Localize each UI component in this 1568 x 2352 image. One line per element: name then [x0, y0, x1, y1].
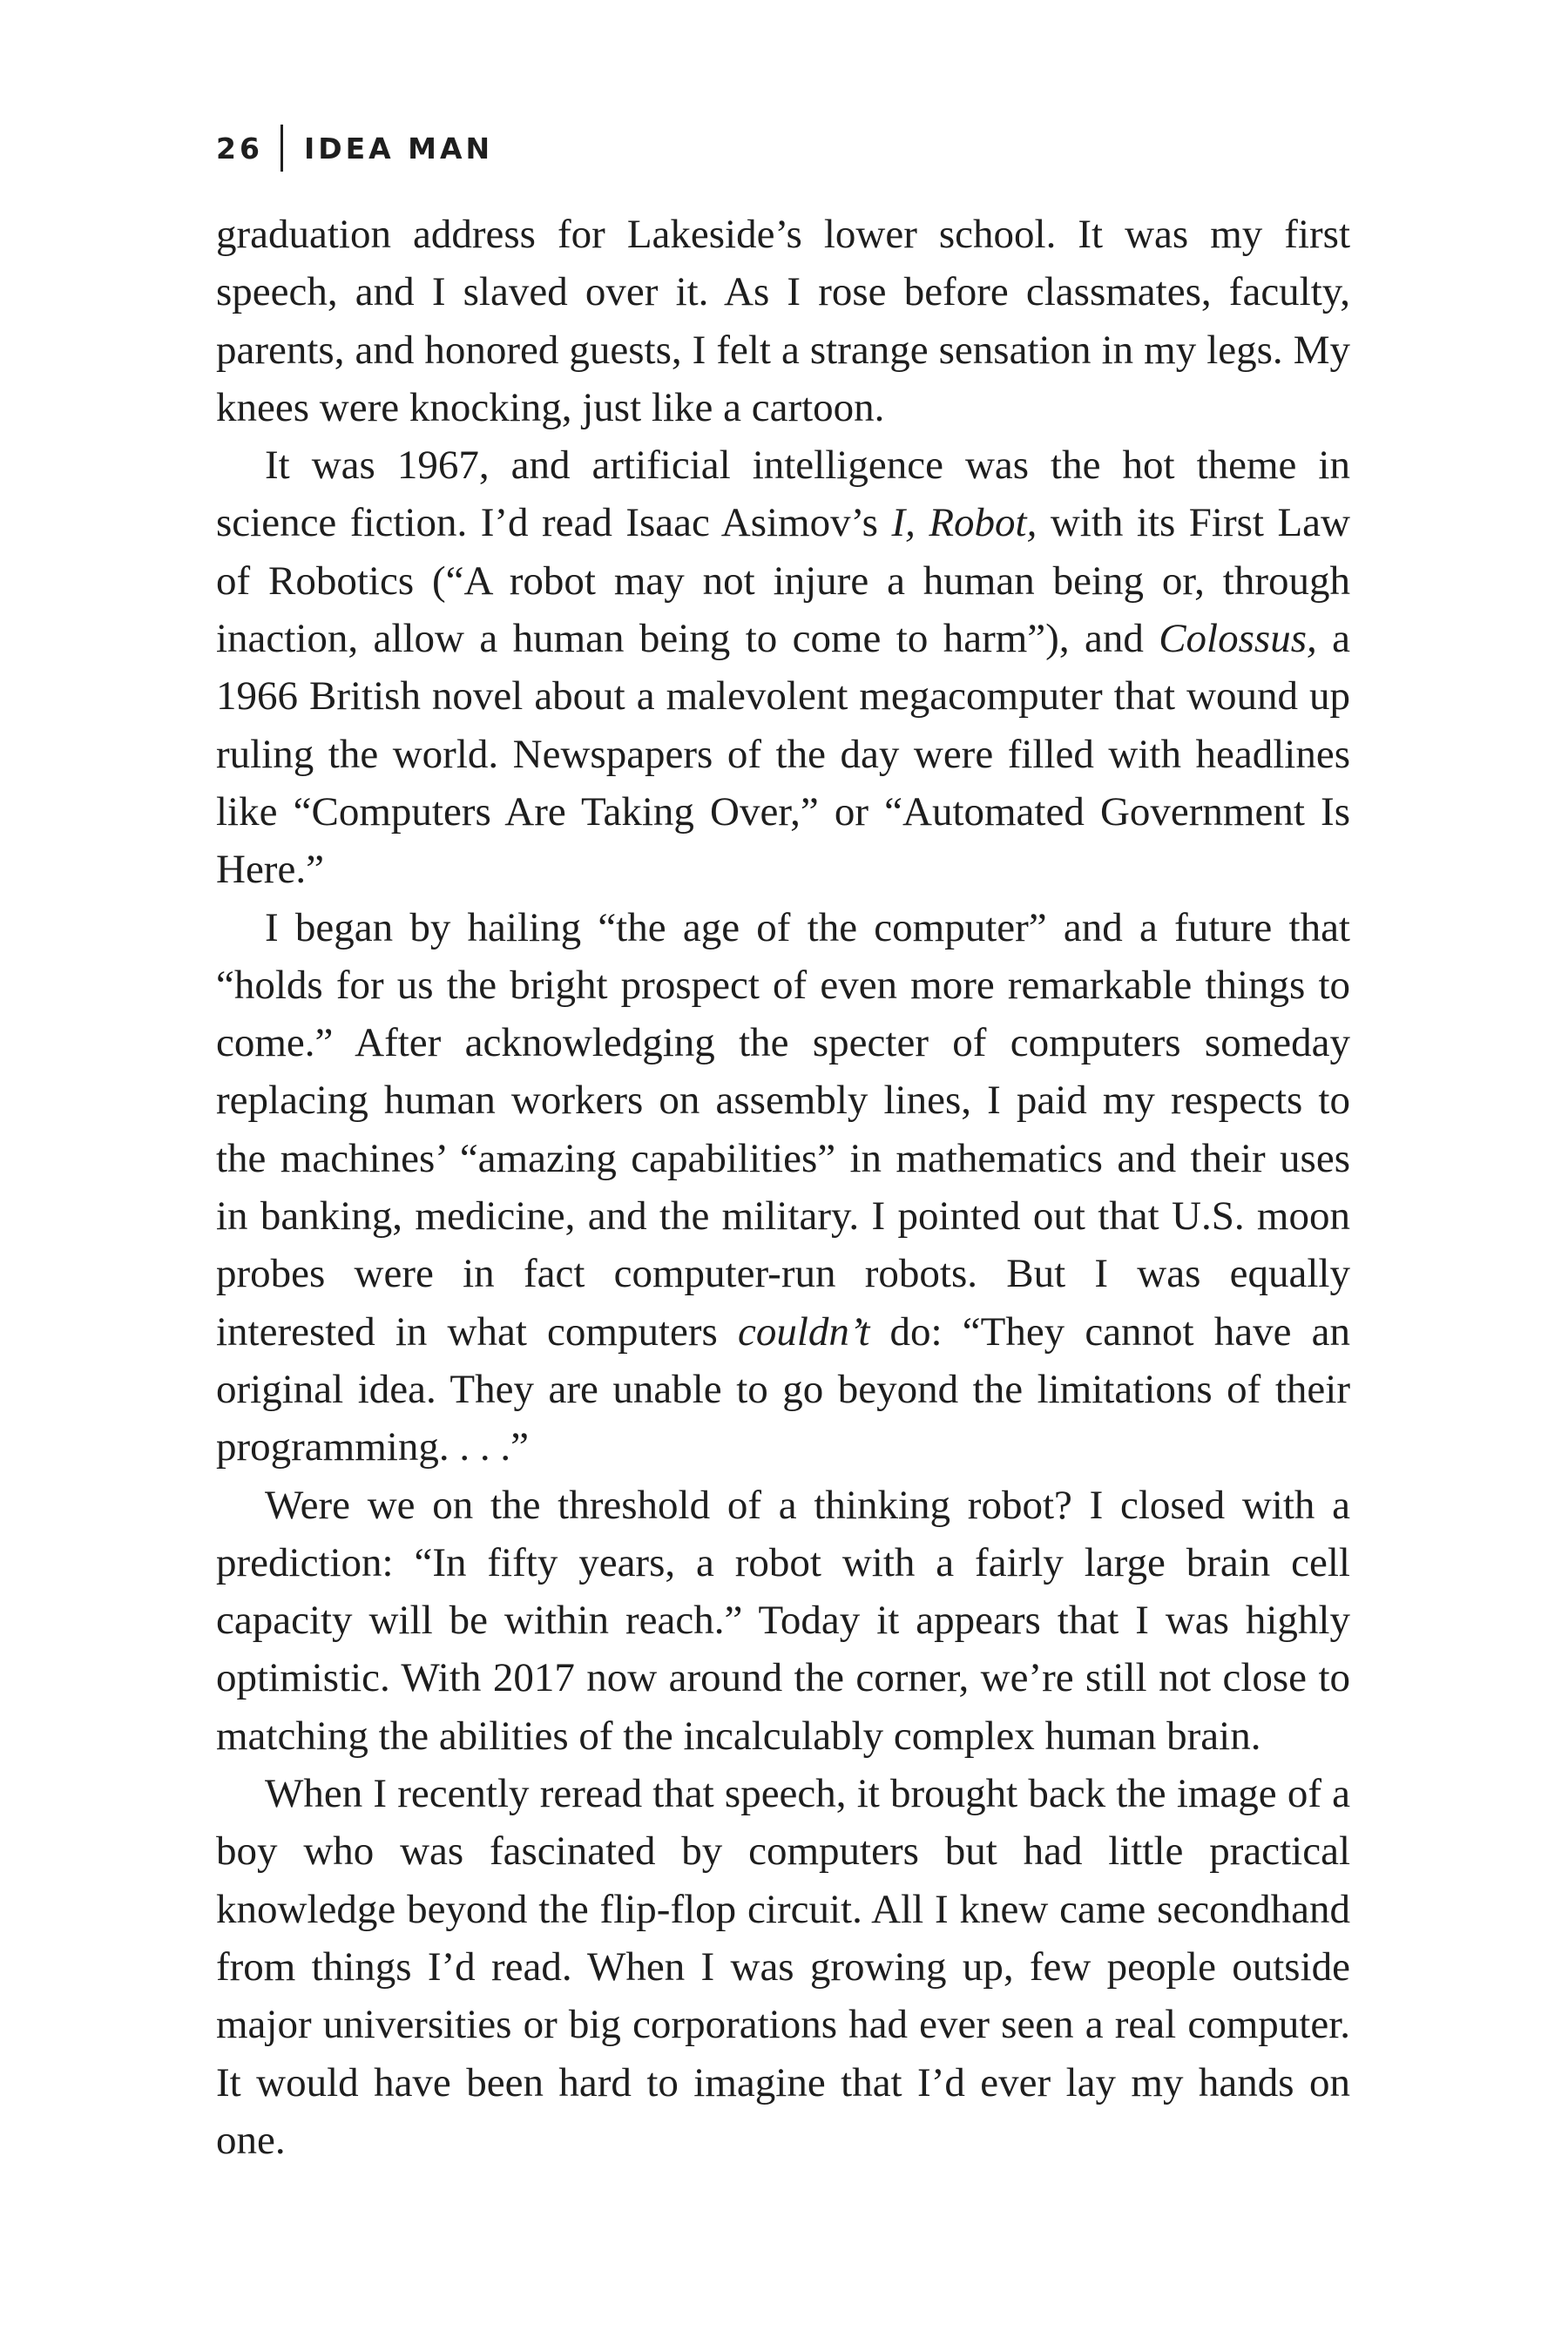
- page-number: 26: [216, 131, 263, 166]
- paragraph-text: When I recently reread that speech, it brought back the image of a boy who was fascinated by computers but had little practical knowledge beyond the flip-flop circuit. All I knew came secondhand from things I’d read. When I was growing up, few people outside major universities or big corporations had ever seen a real computer. It would have been hard to imagine that I’d ever lay my hands on one.: [216, 1771, 1350, 2163]
- book-title: IDEA MAN: [303, 131, 494, 166]
- paragraph-4: [216, 1477, 1350, 1765]
- paragraph-1: [216, 206, 1350, 436]
- emphasis-couldnt: couldn’t: [737, 1308, 870, 1355]
- header-divider: [280, 125, 283, 172]
- book-title-i-robot: I, Robot,: [891, 500, 1037, 546]
- paragraph-3: [216, 899, 1350, 1477]
- paragraph-text: with its First Law of Robotics (“A robot may not injure a human being or, through inaction, allow a human being to come to harm”), and: [216, 500, 1350, 662]
- paragraph-text: graduation address for Lakeside’s lower school. It was my first speech, and I slaved over it. As I rose before classmates, faculty, parents, and honored guests, I felt a strange sensation in my legs. My knees were knocking, just like a cartoon.: [216, 212, 1350, 430]
- running-head: [216, 122, 493, 174]
- paragraph-2: [216, 436, 1350, 898]
- body-text: [216, 206, 1350, 2169]
- paragraph-text: I began by hailing “the age of the computer” and a future that “holds for us the bright prospect of even more remarkable things to come.” After acknowledging the specter of computers someday replacing human workers on assembly lines, I paid my respects to the machines’ “amazing capabilities” in mathematics and their uses in banking, medicine, and the military. I pointed out that U.S. moon probes were in fact computer-run robots. But I was equally interested in what computers: [216, 904, 1350, 1355]
- paragraph-text: a 1966 British novel about a malevolent megacomputer that wound up ruling the world. Newspapers of the day were filled with headlines like “Computers Are Taking Over,” or “Automated Government Is Here.”: [216, 616, 1350, 893]
- paragraph-5: [216, 1765, 1350, 2169]
- paragraph-text: do: “They cannot have an original idea. They are unable to go beyond the limitations of their programming. . . .”: [216, 1308, 1350, 1470]
- paragraph-text: Were we on the threshold of a thinking robot? I closed with a prediction: “In fifty years, a robot with a fairly large brain cell capacity will be within reach.” Today it appears that I was highly optimistic. With 2017 now around the corner, we’re still not close to matching the abilities of the incalculably complex human brain.: [216, 1482, 1350, 1759]
- paragraph-text: It was 1967, and artificial intelligence was the hot theme in science fiction. I’d read Isaac Asimov’s: [216, 443, 1350, 546]
- book-title-colossus: Colossus,: [1159, 616, 1317, 662]
